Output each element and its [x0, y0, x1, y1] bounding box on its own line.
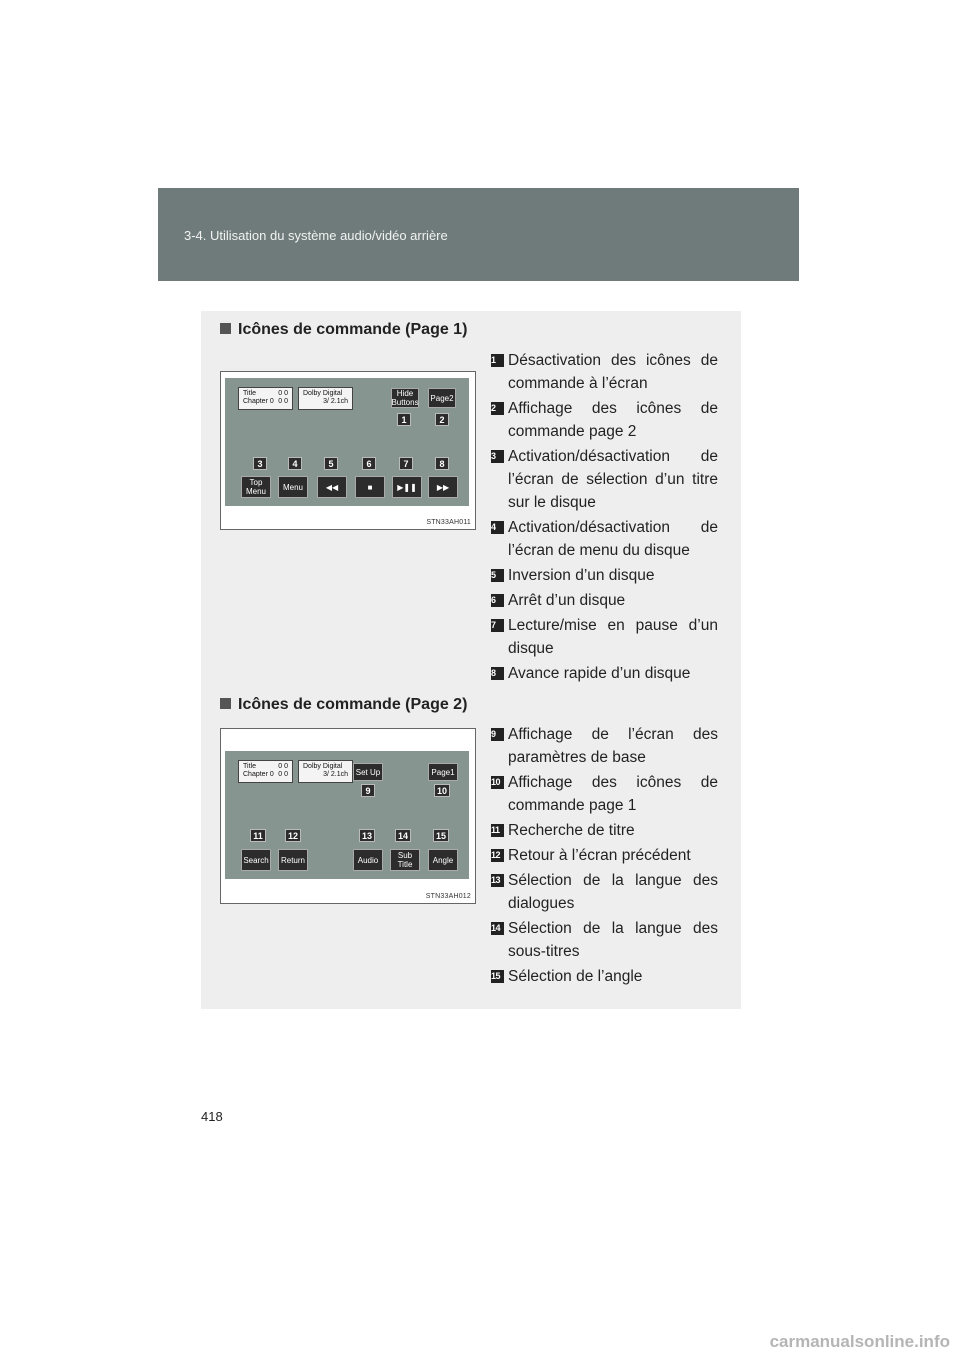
callout-13: 13: [359, 829, 375, 842]
list-item: 14 Sélection de la langue des sous-titres: [491, 920, 718, 960]
top-menu-button[interactable]: Top Menu: [241, 476, 271, 498]
callout-15: 15: [433, 829, 449, 842]
callout-8: 8: [435, 457, 449, 470]
fast-forward-button[interactable]: ▶▶: [428, 476, 458, 498]
audio-button[interactable]: Audio: [353, 849, 383, 871]
callout-1: 1: [397, 413, 411, 426]
return-button[interactable]: Return: [278, 849, 308, 871]
title-chapter-box: Title 0 0 Chapter 0 0 0: [238, 387, 293, 410]
search-button[interactable]: Search: [241, 849, 271, 871]
callout-5: 5: [324, 457, 338, 470]
number-badge: 14: [491, 922, 504, 935]
legend-list-page2: [491, 723, 718, 990]
setup-button[interactable]: Set Up: [353, 763, 383, 781]
list-item: 13 Sélection de la langue des dialogues: [491, 872, 718, 912]
hide-buttons-button[interactable]: Hide Buttons: [391, 389, 419, 407]
list-item: 10 Affichage des icônes de commande page 1: [491, 774, 718, 814]
callout-2: 2: [435, 413, 449, 426]
screen-page2: [225, 751, 469, 879]
section-title-text: Icônes de commande (Page 2): [238, 696, 468, 713]
number-badge: 15: [491, 970, 504, 983]
square-bullet-icon: [220, 698, 231, 709]
number-badge: 9: [491, 728, 504, 741]
list-item: 3 Activation/désactivation de l’écran de sélection d’un titre sur le disque: [491, 448, 718, 511]
section-title-text: Icônes de commande (Page 1): [238, 321, 468, 338]
callout-9: 9: [361, 784, 375, 797]
angle-button[interactable]: Angle: [428, 849, 458, 871]
list-item: 7 Lecture/mise en pause d’un disque: [491, 617, 718, 657]
list-item: 1 Désactivation des icônes de commande à l’écran: [491, 352, 718, 392]
number-badge: 4: [491, 521, 504, 534]
number-badge: 8: [491, 667, 504, 680]
callout-11: 11: [250, 829, 266, 842]
number-badge: 3: [491, 450, 504, 463]
number-badge: 10: [491, 776, 504, 789]
callout-14: 14: [395, 829, 411, 842]
number-badge: 5: [491, 569, 504, 582]
figure-caption: STN33AH011: [426, 519, 471, 526]
section-title-page1: [220, 321, 467, 339]
number-badge: 13: [491, 874, 504, 887]
title-chapter-box: Title 0 0 Chapter 0 0 0: [238, 760, 293, 783]
play-pause-button[interactable]: ▶❚❚: [392, 476, 422, 498]
section-title-page2: [220, 696, 467, 714]
callout-7: 7: [399, 457, 413, 470]
legend-list-page1: [491, 349, 718, 687]
chapter-header: [158, 188, 799, 281]
list-item: 9 Affichage de l’écran des paramètres de base: [491, 726, 718, 766]
audio-format-box: Dolby Digital 3/ 2.1ch: [298, 760, 353, 783]
number-badge: 6: [491, 594, 504, 607]
list-item: 11 Recherche de titre: [491, 822, 635, 839]
page1-button[interactable]: Page1: [428, 763, 458, 781]
number-badge: 1: [491, 354, 504, 367]
number-badge: 12: [491, 849, 504, 862]
callout-6: 6: [362, 457, 376, 470]
list-item: 8 Avance rapide d’un disque: [491, 665, 691, 682]
callout-12: 12: [285, 829, 301, 842]
figure-page1: [220, 371, 476, 530]
menu-button[interactable]: Menu: [278, 476, 308, 498]
stop-button[interactable]: ■: [355, 476, 385, 498]
list-item: 6 Arrêt d’un disque: [491, 592, 626, 609]
list-item: 12 Retour à l’écran précédent: [491, 847, 691, 864]
screen-page1: [225, 378, 469, 506]
watermark: carmanualsonline.info: [769, 1332, 950, 1351]
subtitle-button[interactable]: Sub Title: [390, 849, 420, 871]
callout-4: 4: [288, 457, 302, 470]
number-badge: 2: [491, 402, 504, 415]
page2-button[interactable]: Page2: [428, 388, 456, 408]
chapter-title: 3-4. Utilisation du système audio/vidéo arrière: [184, 228, 448, 243]
number-badge: 7: [491, 619, 504, 632]
list-item: 4 Activation/désactivation de l’écran de menu du disque: [491, 519, 718, 559]
rewind-button[interactable]: ◀◀: [317, 476, 347, 498]
list-item: 15 Sélection de l’angle: [491, 968, 643, 985]
audio-format-box: Dolby Digital 3/ 2.1ch: [298, 387, 353, 410]
figure-page2: [220, 728, 476, 904]
list-item: 2 Affichage des icônes de commande page 2: [491, 400, 718, 440]
figure-caption: STN33AH012: [425, 893, 471, 900]
number-badge: 11: [491, 824, 504, 837]
page-number: 418: [201, 1109, 223, 1124]
list-item: 5 Inversion d’un disque: [491, 567, 655, 584]
callout-3: 3: [253, 457, 267, 470]
square-bullet-icon: [220, 323, 231, 334]
callout-10: 10: [434, 784, 450, 797]
